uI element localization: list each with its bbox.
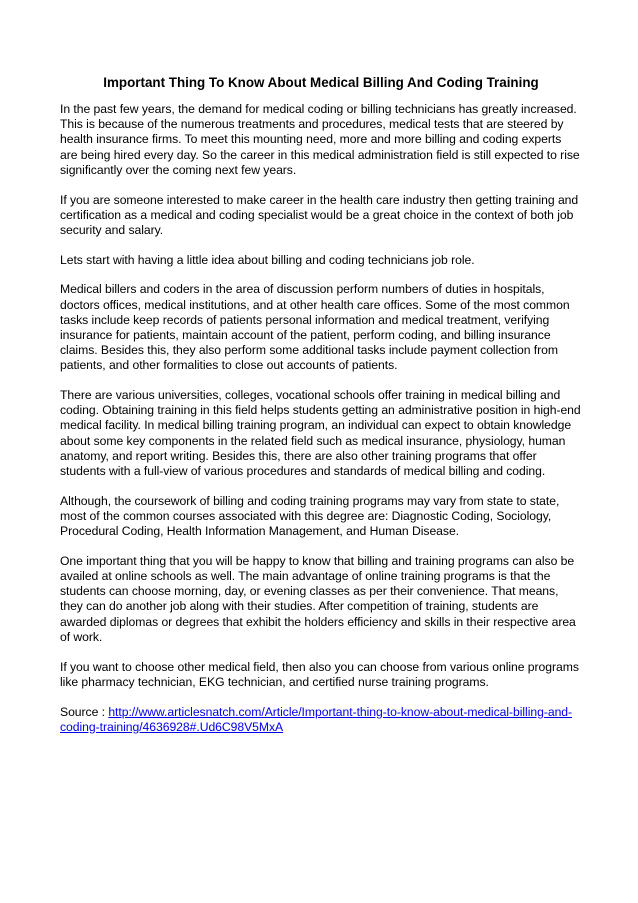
paragraph-5: There are various universities, colleges, vocational schools offer training in medical billing and coding. Obtaining training in this field helps students getting an administrative position in high-end medical facility. In medical billing training program, an individual can expect to obtain knowledge about some key components in the related field such as medical insurance, physiology, human anatomy, and report writing. Besides this, there are also other training programs that offer students with a full-view of various procedures and standards of medical billing and coding. [60, 388, 581, 479]
source-link[interactable]: http://www.articlesnatch.com/Article/Important-thing-to-know-about-medical-billing-and-coding-training/4636928#.Ud6C98V5MxA [60, 704, 573, 734]
document-title: Important Thing To Know About Medical Billing And Coding Training [103, 75, 539, 90]
paragraph-8: If you want to choose other medical field, then also you can choose from various online programs like pharmacy technician, EKG technician, and certified nurse training programs. [60, 659, 579, 689]
paragraph-1: In the past few years, the demand for medical coding or billing technicians has greatly increased. This is because of the numerous treatments and procedures, medical tests that are steered by health insurance firms. To meet this mounting need, more and more billing and coding experts are being hired every day. So the career in this medical administration field is still expected to rise significantly over the coming next few years. [60, 102, 580, 177]
paragraph-3: Lets start with having a little idea about billing and coding technicians job role. [60, 252, 475, 267]
paragraph-6: Although, the coursework of billing and coding training programs may vary from state to state, most of the common courses associated with this degree are: Diagnostic Coding, Sociology, Procedural Coding, Health Information Management, and Human Disease. [60, 493, 560, 539]
paragraph-7: One important thing that you will be happy to know that billing and training programs can also be availed at online schools as well. The main advantage of online training programs is that the students can choose morning, day, or evening classes as per their convenience. That means, they can do another job along with their studies. After competition of training, students are awarded diplomas or degrees that exhibit the holders efficiency and skills in their respective area of work. [60, 553, 576, 644]
paragraph-4: Medical billers and coders in the area of discussion perform numbers of duties in hospitals, doctors offices, medical institutions, and at other health care offices. Some of the most common tasks include keep records of patients personal information and medical treatment, verifying insurance for patients, maintain account of the patient, perform coding, and billing insurance claims. Besides this, they also perform some additional tasks include payment collection from patients, and other formalities to close out accounts of patients. [60, 282, 570, 373]
source-line [60, 705, 582, 735]
document-body [60, 74, 582, 749]
source-label: Source : [60, 704, 109, 719]
paragraph-2: If you are someone interested to make career in the health care industry then getting training and certification as a medical and coding specialist would be a great choice in the context of both job security and salary. [60, 192, 579, 237]
